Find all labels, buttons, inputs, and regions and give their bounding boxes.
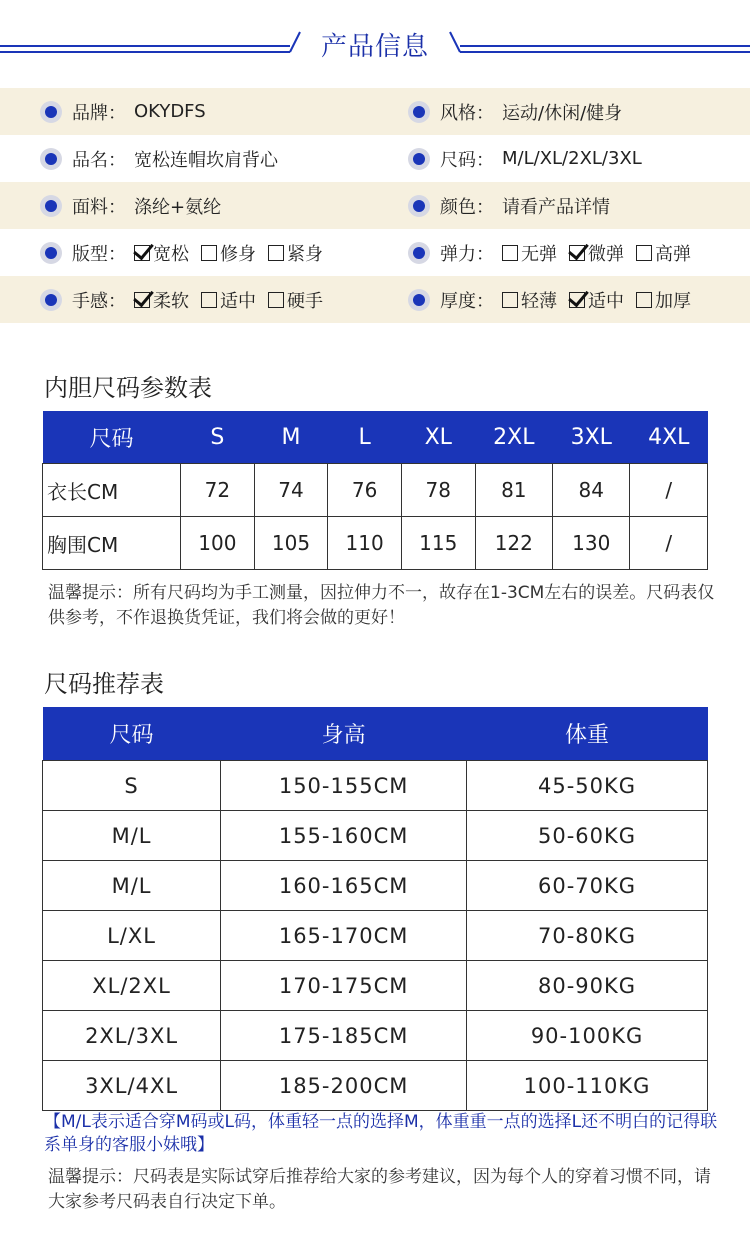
info-label: 尺码： — [440, 149, 494, 171]
table-cell: 72 — [181, 464, 255, 517]
table-cell: 3XL/4XL — [43, 1061, 221, 1111]
size-table-title: 内胆尺码参数表 — [44, 374, 212, 402]
table-cell: 105 — [254, 517, 328, 570]
checkbox-icon — [268, 292, 284, 308]
option-text: 高弹 — [655, 243, 691, 265]
bullet-icon — [408, 242, 430, 264]
table-cell: 122 — [475, 517, 552, 570]
table-cell: 衣长CM — [43, 464, 181, 517]
option-text: 紧身 — [287, 243, 323, 265]
table-cell: 90-100KG — [467, 1011, 708, 1061]
table-row — [43, 961, 708, 1011]
option-text: 适中 — [220, 290, 256, 312]
table-cell: 45-50KG — [467, 761, 708, 811]
recommend-note: 温馨提示：尺码表是实际试穿后推荐给大家的参考建议，因为每个人的穿着习惯不同，请大家参考尺码表自行决定下单。 — [48, 1167, 711, 1212]
option-text: 宽松 — [153, 243, 189, 265]
table-header-cell: 体重 — [467, 707, 708, 761]
table-header-cell: 身高 — [221, 707, 467, 761]
table-header-cell: 尺码 — [43, 411, 181, 464]
checkbox-icon — [201, 245, 217, 261]
option-text: 轻薄 — [521, 290, 557, 312]
table-header-cell: L — [328, 411, 402, 464]
table-header-row — [43, 411, 708, 464]
checkbox-icon — [502, 292, 518, 308]
table-row — [43, 861, 708, 911]
recommend-table-title: 尺码推荐表 — [44, 670, 164, 698]
option-text: 无弹 — [521, 243, 557, 265]
option-item — [569, 287, 624, 313]
bullet-icon — [408, 148, 430, 170]
table-cell: 50-60KG — [467, 811, 708, 861]
section-header — [0, 0, 750, 70]
table-row — [43, 464, 708, 517]
info-label: 品名： — [72, 149, 126, 171]
table-header-cell: 3XL — [553, 411, 630, 464]
info-value: M/L/XL/2XL/3XL — [502, 148, 642, 169]
info-label: 风格： — [440, 102, 494, 124]
table-row — [43, 517, 708, 570]
bullet-icon — [408, 289, 430, 311]
option-text: 加厚 — [655, 290, 691, 312]
options-row — [0, 229, 750, 276]
option-item — [569, 240, 624, 266]
table-cell: / — [630, 464, 708, 517]
table-cell: L/XL — [43, 911, 221, 961]
table-cell: 74 — [254, 464, 328, 517]
table-cell: 115 — [401, 517, 475, 570]
table-cell: 110 — [328, 517, 402, 570]
table-cell: 150-155CM — [221, 761, 467, 811]
info-value: 请看产品详情 — [502, 196, 610, 218]
option-group-label: 弹力： — [440, 243, 494, 265]
checkbox-icon — [201, 292, 217, 308]
table-header-cell: 2XL — [475, 411, 552, 464]
table-cell: 2XL/3XL — [43, 1011, 221, 1061]
info-label: 品牌： — [72, 102, 126, 124]
info-row — [0, 135, 750, 182]
table-cell: 76 — [328, 464, 402, 517]
table-cell: 175-185CM — [221, 1011, 467, 1061]
bullet-icon — [408, 101, 430, 123]
table-row — [43, 761, 708, 811]
option-group-label: 厚度： — [440, 290, 494, 312]
info-label: 颜色： — [440, 196, 494, 218]
table-cell: 170-175CM — [221, 961, 467, 1011]
size-table — [42, 411, 708, 570]
table-cell: M/L — [43, 861, 221, 911]
checkbox-icon — [268, 245, 284, 261]
option-text: 硬手 — [287, 290, 323, 312]
table-cell: XL/2XL — [43, 961, 221, 1011]
bullet-icon — [40, 148, 62, 170]
option-item — [502, 287, 557, 313]
table-cell: 160-165CM — [221, 861, 467, 911]
checkbox-icon — [502, 245, 518, 261]
table-cell: 100 — [181, 517, 255, 570]
option-item — [268, 287, 323, 313]
checkbox-icon — [134, 245, 150, 261]
table-cell: 78 — [401, 464, 475, 517]
recommend-table — [42, 707, 708, 1111]
table-cell: M/L — [43, 811, 221, 861]
option-item — [268, 240, 323, 266]
table-cell: S — [43, 761, 221, 811]
bullet-icon — [40, 289, 62, 311]
table-cell: 100-110KG — [467, 1061, 708, 1111]
table-cell: 185-200CM — [221, 1061, 467, 1111]
table-cell: / — [630, 517, 708, 570]
checkbox-icon — [636, 245, 652, 261]
bullet-icon — [40, 242, 62, 264]
table-header-cell: XL — [401, 411, 475, 464]
option-text: 柔软 — [153, 290, 189, 312]
table-cell: 60-70KG — [467, 861, 708, 911]
info-label: 面料： — [72, 196, 126, 218]
recommend-blue-note: 【M/L表示适合穿M码或L码，体重轻一点的选择M，体重重一点的选择L还不明白的记得联系单身的客服小妹哦】 — [44, 1112, 718, 1155]
header-title: 产品信息 — [320, 32, 429, 62]
table-row — [43, 911, 708, 961]
option-text: 微弹 — [588, 243, 624, 265]
checkbox-icon — [569, 245, 585, 261]
table-header-row — [43, 707, 708, 761]
option-group-label: 版型： — [72, 243, 126, 265]
option-item — [636, 287, 691, 313]
bullet-icon — [40, 195, 62, 217]
table-row — [43, 811, 708, 861]
table-cell: 81 — [475, 464, 552, 517]
table-header-cell: 尺码 — [43, 707, 221, 761]
table-cell: 70-80KG — [467, 911, 708, 961]
table-cell: 胸围CM — [43, 517, 181, 570]
checkbox-icon — [636, 292, 652, 308]
option-item — [502, 240, 557, 266]
info-value: OKYDFS — [134, 101, 206, 122]
info-value: 宽松连帽坎肩背心 — [134, 149, 278, 171]
table-cell: 84 — [553, 464, 630, 517]
option-text: 适中 — [588, 290, 624, 312]
table-cell: 80-90KG — [467, 961, 708, 1011]
option-item — [134, 240, 189, 266]
info-value: 涤纶+氨纶 — [134, 196, 222, 218]
checkbox-icon — [134, 292, 150, 308]
option-group-label: 手感： — [72, 290, 126, 312]
option-item — [201, 240, 256, 266]
option-text: 修身 — [220, 243, 256, 265]
table-cell: 130 — [553, 517, 630, 570]
product-info — [0, 88, 750, 323]
option-item — [636, 240, 691, 266]
table-header-cell: M — [254, 411, 328, 464]
checkbox-icon — [569, 292, 585, 308]
table-header-cell: 4XL — [630, 411, 708, 464]
table-row — [43, 1011, 708, 1061]
bullet-icon — [40, 101, 62, 123]
table-cell: 155-160CM — [221, 811, 467, 861]
info-row — [0, 88, 750, 135]
option-item — [134, 287, 189, 313]
table-cell: 165-170CM — [221, 911, 467, 961]
bullet-icon — [408, 195, 430, 217]
size-note: 温馨提示：所有尺码均为手工测量，因拉伸力不一，故存在1-3CM左右的误差。尺码表仅供参考，不作退换货凭证，我们将会做的更好！ — [48, 583, 715, 628]
info-value: 运动/休闲/健身 — [502, 102, 623, 124]
table-row — [43, 1061, 708, 1111]
option-item — [201, 287, 256, 313]
info-row — [0, 182, 750, 229]
options-row — [0, 276, 750, 323]
table-header-cell: S — [181, 411, 255, 464]
